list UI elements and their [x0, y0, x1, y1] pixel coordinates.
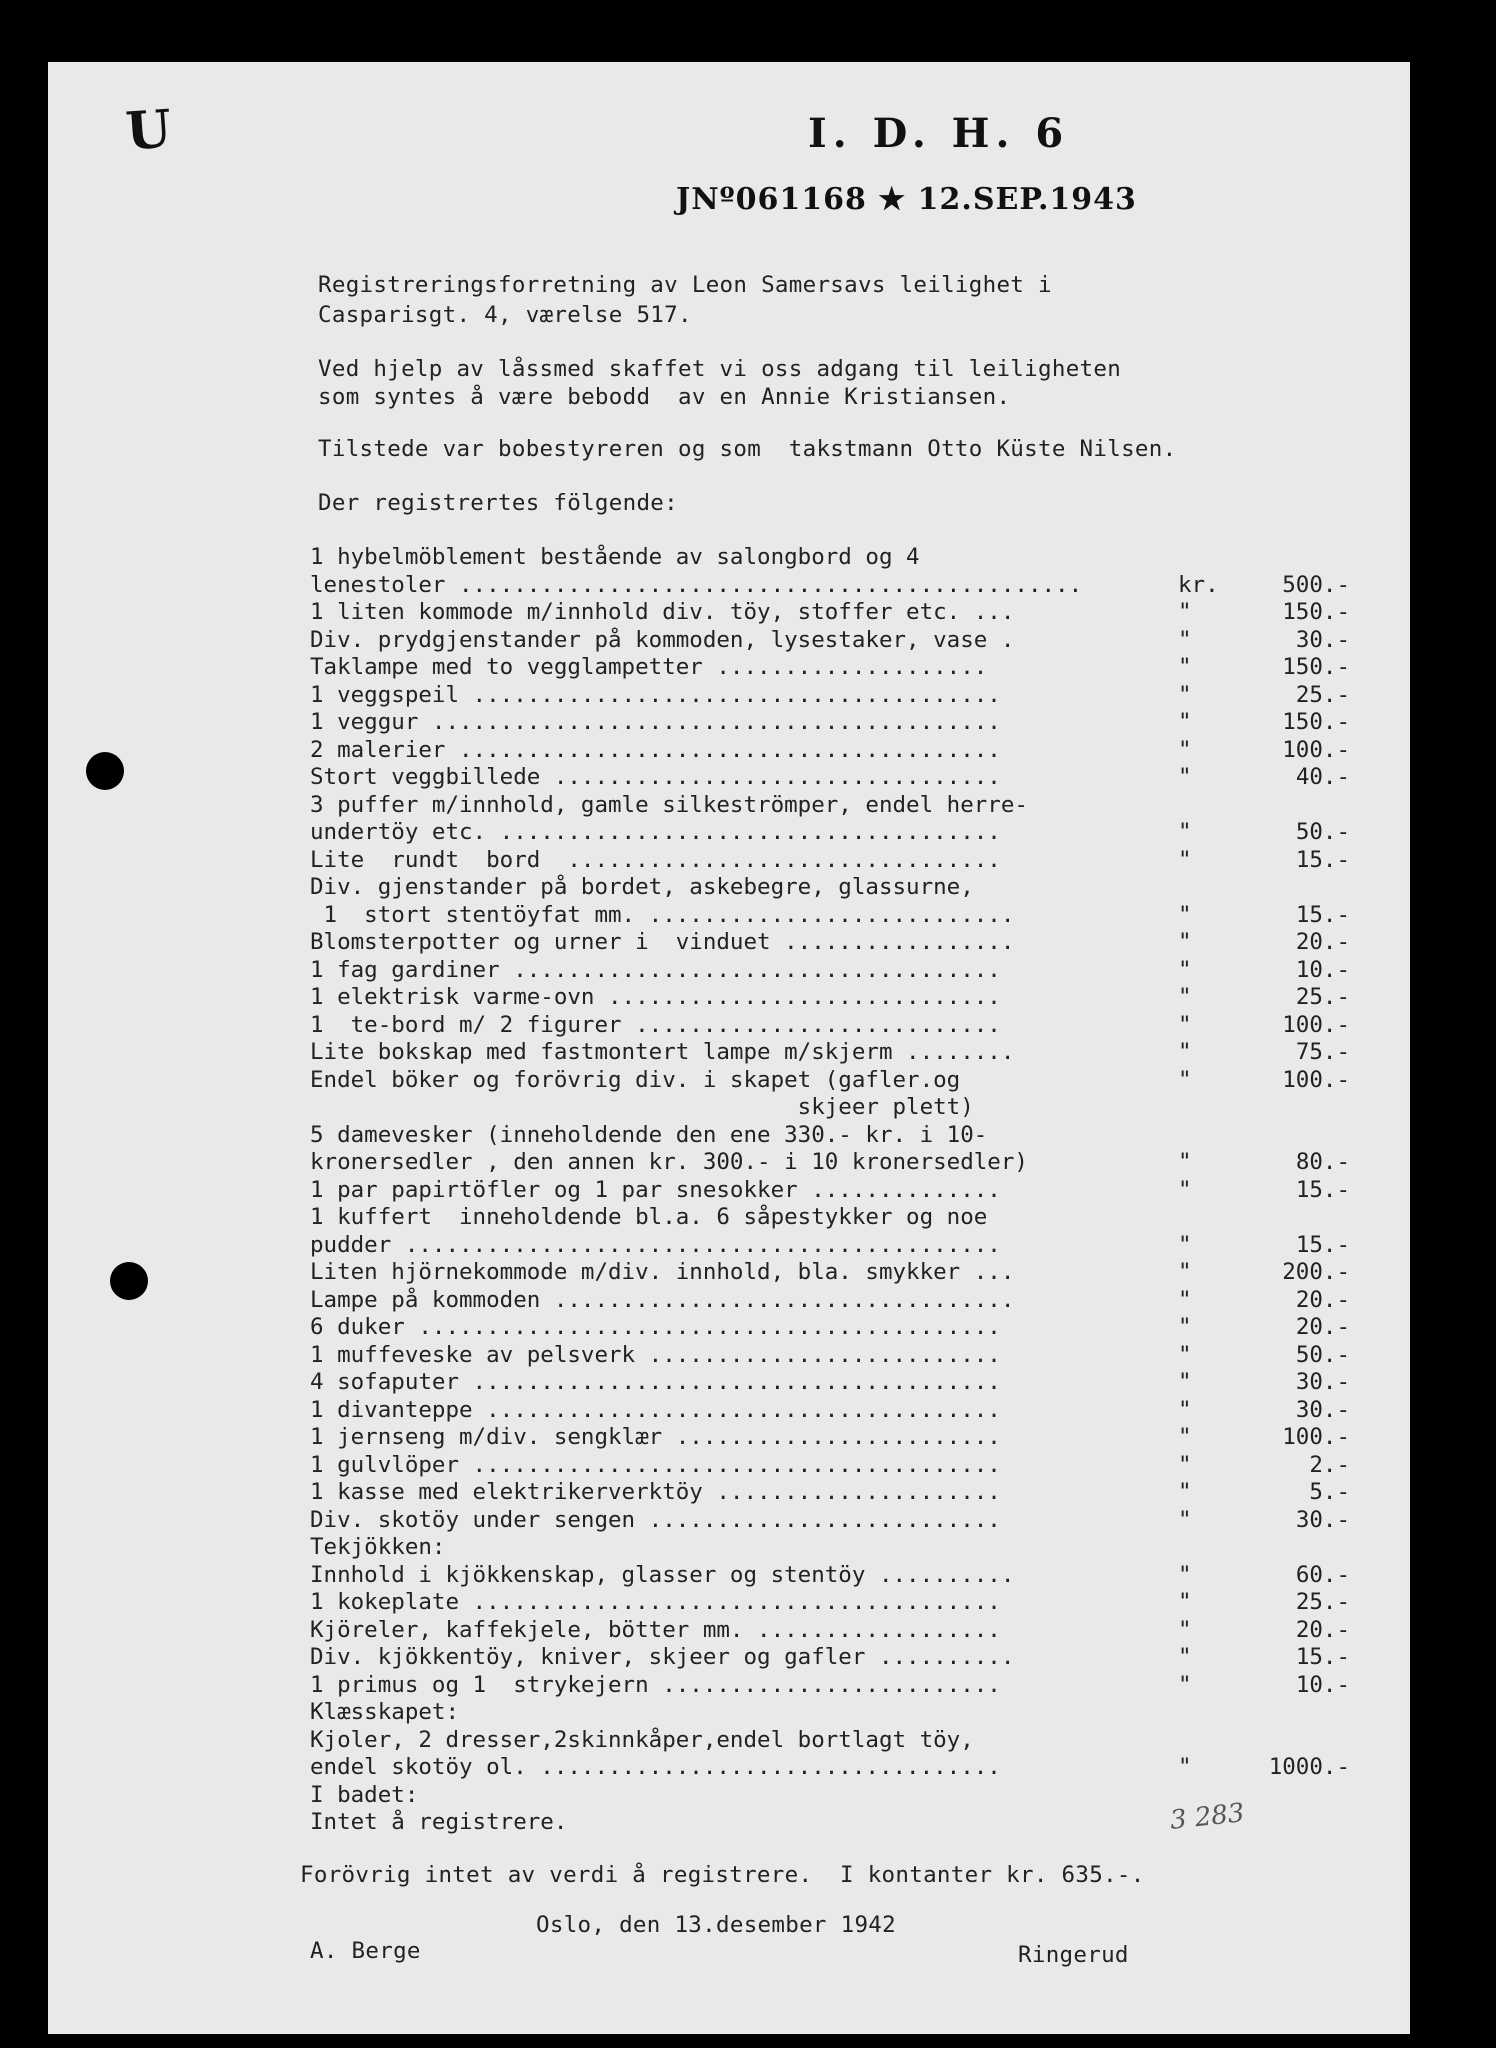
item-ditto: " — [1178, 1066, 1192, 1093]
inventory-row — [310, 682, 1350, 708]
punch-hole-top — [86, 752, 124, 790]
inventory-row — [310, 984, 1350, 1010]
item-amount: 25.- — [1295, 984, 1350, 1010]
item-amount: 30.- — [1295, 1396, 1350, 1423]
inventory-row — [310, 764, 1350, 790]
item-description: Innhold i kjökkenskap, glasser og stentöy .......... — [310, 1561, 1015, 1588]
inventory-row — [310, 1012, 1350, 1038]
inventory-row — [310, 599, 1350, 625]
item-description: skjeer plett) — [310, 1094, 974, 1120]
item-description: 1 kokeplate ....................................... — [310, 1589, 1001, 1615]
item-ditto: " — [1178, 984, 1192, 1010]
item-description: 1 divanteppe ...................................... — [310, 1396, 1001, 1423]
signature-left: A. Berge — [310, 1938, 421, 1964]
item-amount: 50.- — [1295, 819, 1350, 845]
inventory-row — [310, 1507, 1350, 1533]
inventory-row — [310, 627, 1350, 653]
item-description: Div. prydgjenstander på kommoden, lysestaker, vase . — [310, 626, 1015, 653]
item-ditto: " — [1178, 1314, 1192, 1340]
item-ditto: " — [1178, 1011, 1192, 1038]
closing-line: Forövrig intet av verdi å registrere. I kontanter kr. 635.-. — [300, 1862, 1145, 1888]
item-description: 1 gulvlöper ....................................... — [310, 1451, 1001, 1478]
item-description: Stort veggbillede ................................. — [310, 764, 1001, 790]
item-ditto: " — [1178, 764, 1192, 790]
item-ditto: " — [1178, 1341, 1192, 1368]
item-amount: 1000.- — [1268, 1754, 1350, 1780]
item-ditto: " — [1178, 1039, 1192, 1065]
item-amount: 15.- — [1295, 846, 1350, 873]
item-description: 1 te-bord m/ 2 figurer ........................... — [310, 1011, 1001, 1038]
item-description: 1 jernseng m/div. sengklær ........................ — [310, 1424, 1001, 1450]
item-amount: 10.- — [1295, 1671, 1350, 1698]
item-amount: 100.- — [1282, 736, 1350, 763]
inventory-row — [310, 792, 1350, 818]
item-ditto: " — [1178, 1479, 1192, 1505]
item-amount: 150.- — [1282, 709, 1350, 735]
item-description: Blomsterpotter og urner i vinduet ................. — [310, 929, 1015, 955]
item-description: 1 liten kommode m/innhold div. töy, stoffer etc. ... — [310, 599, 1015, 625]
item-description: I badet: — [310, 1781, 419, 1808]
inventory-row — [310, 1122, 1350, 1148]
item-ditto: " — [1178, 929, 1192, 955]
item-ditto: " — [1178, 681, 1192, 708]
inventory-row — [310, 1672, 1350, 1698]
item-description: Liten hjörnekommode m/div. innhold, bla. smykker ... — [310, 1259, 1015, 1285]
archive-code: I. D. H. 6 — [808, 110, 1070, 157]
inventory-row — [310, 1617, 1350, 1643]
item-amount: 150.- — [1282, 654, 1350, 680]
inventory-row — [310, 572, 1350, 598]
item-ditto: " — [1178, 1616, 1192, 1643]
item-ditto: " — [1178, 1149, 1192, 1175]
item-ditto: " — [1178, 901, 1192, 928]
item-description: 1 muffeveske av pelsverk .......................... — [310, 1341, 1001, 1368]
item-description: Kjöreler, kaffekjele, bötter mm. .................. — [310, 1616, 1001, 1643]
item-description: 6 duker ........................................... — [310, 1314, 1001, 1340]
inventory-row — [310, 1039, 1350, 1065]
corner-mark: U — [123, 98, 174, 163]
inventory-row — [310, 1314, 1350, 1340]
item-description: 1 stort stentöyfat mm. ........................... — [310, 901, 1015, 928]
item-amount: 80.- — [1295, 1149, 1350, 1175]
item-ditto: kr. — [1178, 571, 1219, 598]
item-description: kronersedler , den annen kr. 300.- i 10 kronersedler) — [310, 1149, 1028, 1175]
inventory-row — [310, 1287, 1350, 1313]
item-ditto: " — [1178, 1259, 1192, 1285]
item-description: 1 kuffert inneholdende bl.a. 6 såpestykker og noe — [310, 1204, 988, 1230]
item-ditto: " — [1178, 1644, 1192, 1670]
item-ditto: " — [1178, 1754, 1192, 1780]
item-description: 1 primus og 1 strykejern ......................... — [310, 1671, 1001, 1698]
item-amount: 30.- — [1295, 1506, 1350, 1533]
item-amount: 20.- — [1295, 929, 1350, 955]
item-description: lenestoler .............................................. — [310, 571, 1083, 598]
item-description: undertöy etc. ..................................... — [310, 819, 1001, 845]
item-amount: 2.- — [1309, 1451, 1350, 1478]
item-description: 1 kasse med elektrikerverktöy ..................... — [310, 1479, 1001, 1505]
item-description: 1 veggspeil ....................................... — [310, 681, 1001, 708]
item-description: Endel böker og forövrig div. i skapet (gafler.og — [310, 1066, 961, 1093]
item-amount: 30.- — [1295, 626, 1350, 653]
inventory-row — [310, 874, 1350, 900]
item-ditto: " — [1178, 1231, 1192, 1258]
inventory-row — [310, 1259, 1350, 1285]
inventory-row — [310, 737, 1350, 763]
item-description: Tekjökken: — [310, 1534, 446, 1560]
item-amount: 20.- — [1295, 1286, 1350, 1313]
item-amount: 15.- — [1295, 1644, 1350, 1670]
handwritten-total: 3 283 — [1168, 1798, 1246, 1836]
item-ditto: " — [1178, 1589, 1192, 1615]
item-ditto: " — [1178, 736, 1192, 763]
item-ditto: " — [1178, 1451, 1192, 1478]
inventory-row — [310, 1534, 1350, 1560]
item-amount: 20.- — [1295, 1616, 1350, 1643]
item-description: 1 hybelmöblement bestående av salongbord og 4 — [310, 544, 920, 570]
item-amount: 100.- — [1282, 1066, 1350, 1093]
intro-line: Der registrertes fölgende: — [318, 490, 678, 516]
inventory-row — [310, 1204, 1350, 1230]
item-description: 5 damevesker (inneholdende den ene 330.- kr. i 10- — [310, 1121, 988, 1148]
item-amount: 15.- — [1295, 1231, 1350, 1258]
item-description: 1 fag gardiner .................................... — [310, 956, 1001, 983]
item-description: Lite rundt bord ................................ — [310, 846, 1001, 873]
item-amount: 40.- — [1295, 764, 1350, 790]
intro-line: Casparisgt. 4, værelse 517. — [318, 302, 692, 328]
item-amount: 15.- — [1295, 901, 1350, 928]
item-ditto: " — [1178, 709, 1192, 735]
inventory-row — [310, 1397, 1350, 1423]
item-amount: 25.- — [1295, 681, 1350, 708]
inventory-row — [310, 1589, 1350, 1615]
inventory-row — [310, 544, 1350, 570]
item-description: Lite bokskap med fastmontert lampe m/skjerm ........ — [310, 1039, 1015, 1065]
inventory-row — [310, 1094, 1350, 1120]
signature-right: Ringerud — [1018, 1942, 1129, 1968]
inventory-row — [310, 1727, 1350, 1753]
inventory-row — [310, 957, 1350, 983]
item-amount: 20.- — [1295, 1314, 1350, 1340]
item-description: Kjoler, 2 dresser,2skinnkåper,endel bortlagt töy, — [310, 1726, 974, 1753]
intro-line: Tilstede var bobestyreren og som takstmann Otto Küste Nilsen. — [318, 436, 1177, 462]
inventory-row — [310, 1424, 1350, 1450]
inventory-row — [310, 1232, 1350, 1258]
item-description: Intet å registrere. — [310, 1809, 568, 1835]
inventory-row — [310, 902, 1350, 928]
inventory-row — [310, 1562, 1350, 1588]
item-amount: 15.- — [1295, 1176, 1350, 1203]
inventory-row — [310, 819, 1350, 845]
item-ditto: " — [1178, 1671, 1192, 1698]
item-ditto: " — [1178, 1561, 1192, 1588]
item-ditto: " — [1178, 819, 1192, 845]
document-page — [48, 62, 1410, 2034]
item-amount: 10.- — [1295, 956, 1350, 983]
item-amount: 100.- — [1282, 1424, 1350, 1450]
intro-line: som syntes å være bebodd av en Annie Kristiansen. — [318, 384, 1011, 410]
item-ditto: " — [1178, 599, 1192, 625]
journal-stamp: JNº061168 ★ 12.SEP.1943 — [676, 182, 1137, 217]
item-amount: 25.- — [1295, 1589, 1350, 1615]
item-ditto: " — [1178, 1176, 1192, 1203]
item-ditto: " — [1178, 1506, 1192, 1533]
item-description: Div. gjenstander på bordet, askebegre, glassurne, — [310, 874, 974, 900]
item-amount: 60.- — [1295, 1561, 1350, 1588]
inventory-row — [310, 1067, 1350, 1093]
item-ditto: " — [1178, 1396, 1192, 1423]
item-description: Lampe på kommoden .................................. — [310, 1286, 1015, 1313]
item-description: 2 malerier ........................................ — [310, 736, 1001, 763]
inventory-row — [310, 847, 1350, 873]
item-description: Taklampe med to vegglampetter .................... — [310, 654, 988, 680]
item-ditto: " — [1178, 846, 1192, 873]
item-amount: 50.- — [1295, 1341, 1350, 1368]
inventory-row — [310, 654, 1350, 680]
inventory-row — [310, 1699, 1350, 1725]
item-ditto: " — [1178, 956, 1192, 983]
item-amount: 200.- — [1282, 1259, 1350, 1285]
item-description: Div. skotöy under sengen .......................... — [310, 1506, 1001, 1533]
inventory-row — [310, 1369, 1350, 1395]
inventory-row — [310, 1644, 1350, 1670]
item-amount: 30.- — [1295, 1369, 1350, 1395]
intro-line: Registreringsforretning av Leon Samersavs leilighet i — [318, 272, 1052, 298]
inventory-row — [310, 1452, 1350, 1478]
inventory-row — [310, 1149, 1350, 1175]
item-ditto: " — [1178, 626, 1192, 653]
item-ditto: " — [1178, 1424, 1192, 1450]
item-amount: 500.- — [1282, 571, 1350, 598]
inventory-row — [310, 1342, 1350, 1368]
item-amount: 150.- — [1282, 599, 1350, 625]
item-ditto: " — [1178, 654, 1192, 680]
item-description: pudder ............................................ — [310, 1231, 1001, 1258]
item-description: endel skotöy ol. .................................. — [310, 1754, 1001, 1780]
item-description: 1 elektrisk varme-ovn ............................. — [310, 984, 1001, 1010]
place-date: Oslo, den 13.desember 1942 — [536, 1912, 896, 1938]
item-amount: 75.- — [1295, 1039, 1350, 1065]
inventory-row — [310, 1754, 1350, 1780]
item-ditto: " — [1178, 1369, 1192, 1395]
inventory-row — [310, 1479, 1350, 1505]
item-description: 1 veggur .......................................... — [310, 709, 1001, 735]
item-amount: 100.- — [1282, 1011, 1350, 1038]
item-description: 4 sofaputer ....................................... — [310, 1369, 1001, 1395]
item-description: 1 par papirtöfler og 1 par snesokker .............. — [310, 1176, 1001, 1203]
punch-hole-bottom — [110, 1262, 148, 1300]
item-description: Div. kjökkentöy, kniver, skjeer og gafler .......... — [310, 1644, 1015, 1670]
item-description: 3 puffer m/innhold, gamle silkeströmper, endel herre- — [310, 791, 1028, 818]
inventory-row — [310, 1177, 1350, 1203]
item-amount: 5.- — [1309, 1479, 1350, 1505]
intro-line: Ved hjelp av låssmed skaffet vi oss adgang til leiligheten — [318, 356, 1122, 382]
item-description: Klæsskapet: — [310, 1699, 460, 1725]
inventory-row — [310, 709, 1350, 735]
item-ditto: " — [1178, 1286, 1192, 1313]
inventory-row — [310, 929, 1350, 955]
